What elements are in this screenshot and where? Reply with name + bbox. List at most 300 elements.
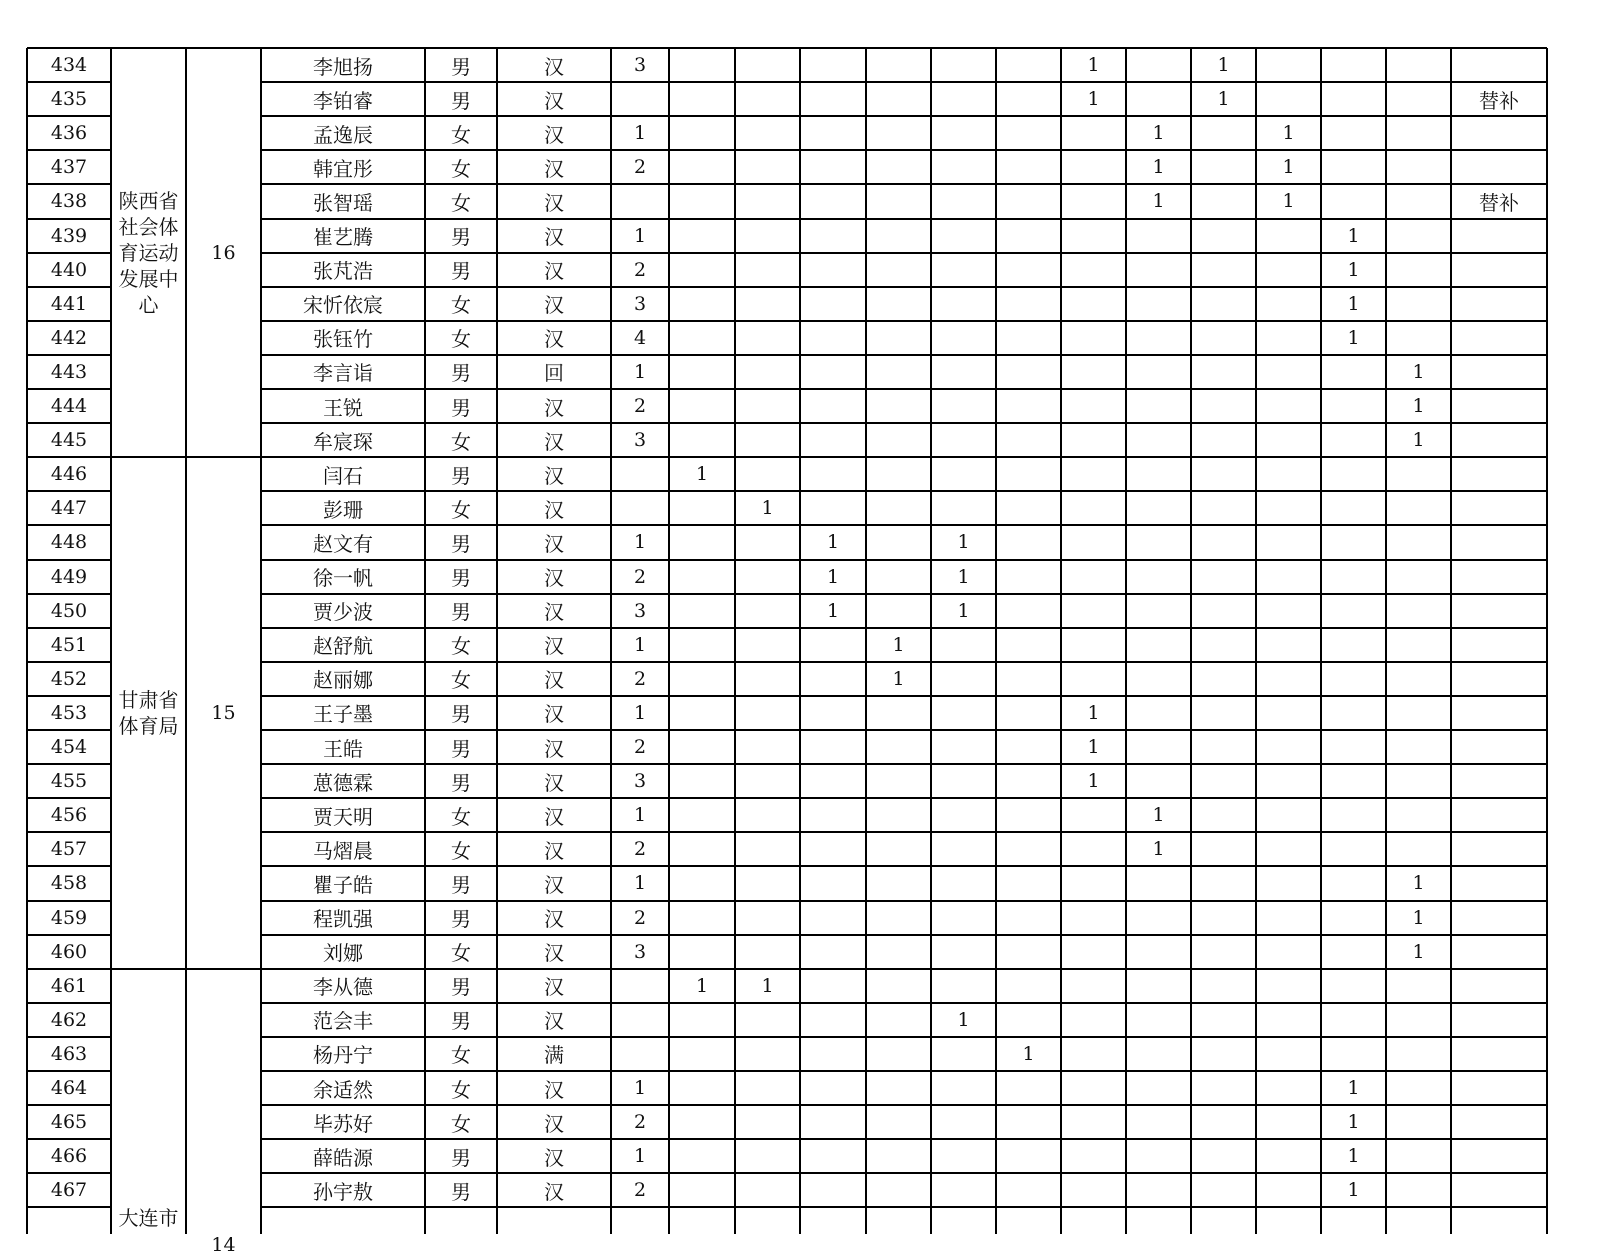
row-divider — [27, 968, 111, 970]
athlete-name: 程凯强 — [313, 907, 373, 932]
column-divider — [1060, 48, 1062, 1234]
ethnicity: 汉 — [544, 1145, 564, 1170]
row-divider — [261, 627, 1547, 629]
serial-number: 435 — [50, 88, 88, 111]
row-divider — [261, 559, 1547, 561]
athlete-name: 张芃浩 — [313, 259, 373, 284]
row-divider — [261, 47, 1547, 49]
column-divider — [930, 48, 932, 1234]
ethnicity: 汉 — [544, 327, 564, 352]
gender: 男 — [451, 1009, 471, 1034]
gender: 男 — [451, 1179, 471, 1204]
serial-number: 442 — [50, 326, 88, 349]
column-divider — [1320, 48, 1322, 1234]
column-divider — [1385, 48, 1387, 1234]
column-divider — [799, 48, 801, 1234]
row-divider — [27, 183, 111, 185]
serial-number: 447 — [50, 497, 88, 520]
serial-number: 444 — [50, 395, 88, 418]
serial-number: 446 — [50, 463, 88, 486]
row-divider — [27, 661, 111, 663]
row-divider — [27, 797, 111, 799]
event-mark: 1 — [1347, 326, 1360, 349]
athlete-name: 刘娜 — [323, 941, 363, 966]
row-divider — [27, 1172, 111, 1174]
event-mark: 1 — [826, 599, 840, 622]
row-divider — [27, 524, 111, 526]
gender: 男 — [451, 463, 471, 488]
ethnicity: 汉 — [544, 668, 564, 693]
event-mark: 1 — [1347, 224, 1360, 247]
event-mark: 1 — [1087, 701, 1100, 724]
team-order: 1 — [633, 633, 647, 656]
row-divider — [261, 149, 1547, 151]
event-mark: 1 — [1412, 906, 1425, 929]
event-mark: 1 — [761, 974, 774, 997]
event-mark: 1 — [1087, 736, 1100, 759]
event-mark: 1 — [1347, 1111, 1360, 1134]
event-mark: 1 — [957, 1008, 970, 1031]
column-divider — [496, 48, 498, 1234]
ethnicity: 回 — [544, 361, 564, 386]
event-mark: 1 — [957, 565, 970, 588]
table-border-right — [1546, 48, 1548, 1234]
ethnicity: 汉 — [544, 941, 564, 966]
athlete-name: 毕苏好 — [313, 1111, 373, 1136]
column-divider — [1255, 48, 1257, 1234]
athlete-name: 王皓 — [323, 736, 363, 761]
athlete-name: 赵丽娜 — [313, 668, 373, 693]
athlete-name: 牟宸琛 — [313, 429, 373, 454]
event-mark: 1 — [1217, 88, 1230, 111]
row-divider — [27, 252, 111, 254]
serial-number: 449 — [50, 565, 88, 588]
event-mark: 1 — [1347, 258, 1360, 281]
gender: 女 — [451, 668, 471, 693]
event-mark: 1 — [892, 667, 905, 690]
gender: 男 — [451, 600, 471, 625]
athlete-name: 彭珊 — [323, 497, 363, 522]
serial-number: 443 — [50, 360, 88, 383]
serial-number: 450 — [50, 599, 88, 622]
row-divider — [261, 354, 1547, 356]
team-order — [611, 969, 669, 1003]
athlete-name: 马熠晨 — [313, 838, 373, 863]
gender: 女 — [451, 293, 471, 318]
serial-number: 436 — [50, 122, 88, 145]
team-order: 2 — [633, 395, 647, 418]
gender: 女 — [451, 838, 471, 863]
event-mark: 1 — [1282, 122, 1295, 145]
column-divider — [610, 48, 612, 1234]
ethnicity: 汉 — [544, 702, 564, 727]
row-divider — [261, 490, 1547, 492]
athlete-name: 宋忻依宸 — [303, 293, 383, 318]
event-mark: 1 — [1152, 190, 1165, 213]
athlete-name: 李铂睿 — [313, 88, 373, 113]
ethnicity: 汉 — [544, 497, 564, 522]
athlete-name: 王锐 — [323, 395, 363, 420]
serial-number: 462 — [50, 1008, 88, 1031]
serial-number: 466 — [50, 1145, 88, 1168]
row-divider — [27, 559, 111, 561]
ethnicity: 汉 — [544, 1179, 564, 1204]
athlete-name: 瞿子皓 — [313, 872, 373, 897]
row-divider — [261, 183, 1547, 185]
row-divider — [27, 900, 111, 902]
row-divider — [261, 456, 1547, 458]
gender: 女 — [451, 941, 471, 966]
column-divider — [110, 48, 112, 1234]
row-divider — [27, 763, 111, 765]
team-order: 2 — [633, 1179, 647, 1202]
row-divider — [261, 831, 1547, 833]
team-order: 1 — [633, 701, 647, 724]
row-divider — [261, 115, 1547, 117]
row-divider — [261, 865, 1547, 867]
ethnicity: 汉 — [544, 531, 564, 556]
team-order: 1 — [633, 1145, 647, 1168]
event-mark: 1 — [957, 531, 970, 554]
table-border-top — [111, 47, 261, 49]
ethnicity: 汉 — [544, 88, 564, 113]
row-divider — [27, 115, 111, 117]
athlete-name: 赵文有 — [313, 531, 373, 556]
row-divider — [261, 81, 1547, 83]
event-mark: 1 — [695, 974, 709, 997]
athlete-name: 赵舒航 — [313, 634, 373, 659]
serial-number: 465 — [50, 1111, 88, 1134]
serial-number: 454 — [50, 736, 88, 759]
athlete-name: 余适然 — [313, 1077, 373, 1102]
event-mark: 1 — [1152, 122, 1165, 145]
ethnicity: 汉 — [544, 838, 564, 863]
team-size: 14 — [211, 1233, 236, 1256]
organization-name: 陕西省 社会体 育运动 发展中 心 — [118, 188, 179, 317]
team-order: 3 — [633, 770, 647, 793]
column-divider — [1190, 48, 1192, 1234]
row-divider — [27, 456, 111, 458]
ethnicity: 汉 — [544, 463, 564, 488]
serial-number: 441 — [50, 292, 88, 315]
team-size: 16 — [211, 241, 236, 264]
row-divider — [261, 252, 1547, 254]
column-divider — [865, 48, 867, 1234]
column-divider — [995, 48, 997, 1234]
row-divider — [27, 320, 111, 322]
team-order — [611, 457, 669, 491]
row-divider — [261, 763, 1547, 765]
gender: 女 — [451, 122, 471, 147]
gender: 男 — [451, 54, 471, 79]
event-mark: 1 — [1282, 156, 1295, 179]
row-divider — [27, 81, 111, 83]
gender: 女 — [451, 1043, 471, 1068]
row-divider — [27, 627, 111, 629]
athlete-name: 薛皓源 — [313, 1145, 373, 1170]
team-order: 1 — [633, 804, 647, 827]
ethnicity: 汉 — [544, 975, 564, 1000]
row-divider — [261, 934, 1547, 936]
serial-number: 438 — [50, 190, 88, 213]
row-divider — [27, 1002, 111, 1004]
team-order: 2 — [633, 736, 647, 759]
row-divider — [27, 1070, 111, 1072]
ethnicity: 汉 — [544, 1077, 564, 1102]
gender: 男 — [451, 259, 471, 284]
gender: 男 — [451, 361, 471, 386]
event-mark: 1 — [1152, 838, 1165, 861]
row-divider — [27, 1104, 111, 1106]
athlete-name: 徐一帆 — [313, 566, 373, 591]
column-divider — [1125, 48, 1127, 1234]
ethnicity: 汉 — [544, 1111, 564, 1136]
gender: 男 — [451, 872, 471, 897]
athlete-name: 李从德 — [313, 975, 373, 1000]
ethnicity: 汉 — [544, 634, 564, 659]
row-divider — [27, 1206, 111, 1208]
gender: 女 — [451, 497, 471, 522]
row-divider — [261, 1104, 1547, 1106]
row-divider — [261, 1002, 1547, 1004]
row-divider — [261, 593, 1547, 595]
event-mark: 1 — [1412, 429, 1425, 452]
column-divider — [734, 48, 736, 1234]
gender: 男 — [451, 566, 471, 591]
row-divider — [27, 1036, 111, 1038]
event-mark: 1 — [1152, 156, 1165, 179]
row-divider — [261, 1036, 1547, 1038]
gender: 男 — [451, 770, 471, 795]
ethnicity: 汉 — [544, 872, 564, 897]
gender: 女 — [451, 327, 471, 352]
serial-number: 440 — [50, 258, 88, 281]
row-divider — [261, 320, 1547, 322]
gender: 男 — [451, 395, 471, 420]
gender: 男 — [451, 531, 471, 556]
row-divider — [261, 729, 1547, 731]
remark-substitute: 替补 — [1479, 88, 1519, 113]
team-order: 1 — [633, 872, 647, 895]
row-divider — [27, 934, 111, 936]
column-divider — [668, 48, 670, 1234]
row-divider — [261, 286, 1547, 288]
ethnicity: 汉 — [544, 770, 564, 795]
team-order: 2 — [633, 906, 647, 929]
ethnicity: 汉 — [544, 1009, 564, 1034]
row-divider — [27, 1138, 111, 1140]
serial-number: 451 — [50, 633, 88, 656]
group-divider — [111, 456, 261, 458]
team-order: 1 — [633, 360, 647, 383]
serial-number: 439 — [50, 224, 88, 247]
row-divider — [27, 865, 111, 867]
ethnicity: 汉 — [544, 190, 564, 215]
ethnicity: 汉 — [544, 225, 564, 250]
gender: 男 — [451, 1145, 471, 1170]
organization-name: 甘肃省 体育局 — [118, 687, 179, 738]
column-divider — [185, 48, 187, 1234]
column-divider — [424, 48, 426, 1234]
event-mark: 1 — [957, 599, 970, 622]
row-divider — [261, 1138, 1547, 1140]
row-divider — [261, 422, 1547, 424]
gender: 男 — [451, 736, 471, 761]
event-mark: 1 — [1347, 292, 1360, 315]
ethnicity: 汉 — [544, 907, 564, 932]
athlete-name: 崔艺腾 — [313, 225, 373, 250]
event-mark: 1 — [1347, 1179, 1360, 1202]
serial-number: 460 — [50, 940, 88, 963]
serial-number: 434 — [50, 54, 88, 77]
row-divider — [261, 661, 1547, 663]
athlete-name: 杨丹宁 — [313, 1043, 373, 1068]
athlete-name: 范会丰 — [313, 1009, 373, 1034]
row-divider — [27, 490, 111, 492]
ethnicity: 汉 — [544, 804, 564, 829]
row-divider — [27, 149, 111, 151]
event-mark: 1 — [1282, 190, 1295, 213]
event-mark: 1 — [892, 633, 905, 656]
athlete-name: 王子墨 — [313, 702, 373, 727]
team-order: 3 — [633, 54, 647, 77]
athlete-name: 闫石 — [323, 463, 363, 488]
row-divider — [27, 354, 111, 356]
gender: 男 — [451, 225, 471, 250]
gender: 男 — [451, 702, 471, 727]
event-mark: 1 — [1412, 360, 1425, 383]
event-mark: 1 — [1412, 872, 1425, 895]
remark-substitute: 替补 — [1479, 190, 1519, 215]
row-divider — [27, 47, 111, 49]
team-order: 1 — [633, 122, 647, 145]
event-mark: 1 — [1152, 804, 1165, 827]
serial-number: 457 — [50, 838, 88, 861]
serial-number: 437 — [50, 156, 88, 179]
row-divider — [261, 968, 1547, 970]
gender: 女 — [451, 156, 471, 181]
gender: 女 — [451, 1077, 471, 1102]
ethnicity: 汉 — [544, 566, 564, 591]
athlete-name: 孟逸辰 — [313, 122, 373, 147]
row-divider — [27, 422, 111, 424]
team-order — [611, 184, 669, 218]
row-divider — [261, 524, 1547, 526]
row-divider — [27, 218, 111, 220]
event-mark: 1 — [1347, 1077, 1360, 1100]
serial-number: 453 — [50, 701, 88, 724]
serial-number: 452 — [50, 667, 88, 690]
row-divider — [27, 388, 111, 390]
ethnicity: 汉 — [544, 736, 564, 761]
row-divider — [261, 218, 1547, 220]
ethnicity: 汉 — [544, 259, 564, 284]
serial-number: 461 — [50, 974, 88, 997]
team-order — [611, 1037, 669, 1071]
ethnicity: 满 — [544, 1043, 564, 1068]
team-order: 1 — [633, 224, 647, 247]
event-mark: 1 — [1022, 1042, 1035, 1065]
row-divider — [261, 695, 1547, 697]
gender: 女 — [451, 190, 471, 215]
athlete-name: 孙宇敖 — [313, 1179, 373, 1204]
row-divider — [27, 831, 111, 833]
gender: 男 — [451, 88, 471, 113]
column-divider — [260, 48, 262, 1234]
ethnicity: 汉 — [544, 600, 564, 625]
team-order: 2 — [633, 258, 647, 281]
event-mark: 1 — [1347, 1145, 1360, 1168]
event-mark: 1 — [1412, 395, 1425, 418]
athlete-name: 贾少波 — [313, 600, 373, 625]
serial-number: 459 — [50, 906, 88, 929]
event-mark: 1 — [1087, 88, 1100, 111]
team-order — [611, 491, 669, 525]
row-divider — [261, 1206, 1547, 1208]
row-divider — [27, 729, 111, 731]
ethnicity: 汉 — [544, 395, 564, 420]
gender: 女 — [451, 804, 471, 829]
athlete-name: 李旭扬 — [313, 54, 373, 79]
athlete-name: 韩宜彤 — [313, 156, 373, 181]
team-order: 4 — [633, 326, 647, 349]
group-divider — [111, 968, 261, 970]
event-mark: 1 — [1087, 770, 1100, 793]
event-mark: 1 — [695, 463, 709, 486]
team-order: 2 — [633, 1111, 647, 1134]
serial-number: 456 — [50, 804, 88, 827]
team-order: 3 — [633, 599, 647, 622]
serial-number: 455 — [50, 770, 88, 793]
serial-number: 464 — [50, 1077, 88, 1100]
athlete-name: 葸德霖 — [313, 770, 373, 795]
row-divider — [27, 286, 111, 288]
event-mark: 1 — [1217, 54, 1230, 77]
gender: 女 — [451, 634, 471, 659]
row-divider — [261, 388, 1547, 390]
row-divider — [27, 695, 111, 697]
team-order: 2 — [633, 565, 647, 588]
serial-number: 467 — [50, 1179, 88, 1202]
serial-number: 448 — [50, 531, 88, 554]
ethnicity: 汉 — [544, 156, 564, 181]
team-order: 2 — [633, 838, 647, 861]
serial-number: 445 — [50, 429, 88, 452]
serial-number: 463 — [50, 1042, 88, 1065]
table-border-left — [26, 48, 28, 1234]
event-mark: 1 — [826, 531, 840, 554]
row-divider — [261, 1070, 1547, 1072]
event-mark: 1 — [1087, 54, 1100, 77]
team-size: 15 — [211, 701, 236, 724]
row-divider — [261, 900, 1547, 902]
team-order — [611, 1003, 669, 1037]
event-mark: 1 — [761, 497, 774, 520]
row-divider — [261, 1172, 1547, 1174]
event-mark: 1 — [826, 565, 840, 588]
athlete-name: 张钰竹 — [313, 327, 373, 352]
gender: 男 — [451, 975, 471, 1000]
team-order: 3 — [633, 292, 647, 315]
team-order: 3 — [633, 429, 647, 452]
row-divider — [27, 593, 111, 595]
team-order: 1 — [633, 531, 647, 554]
gender: 女 — [451, 1111, 471, 1136]
athlete-name: 贾天明 — [313, 804, 373, 829]
gender: 女 — [451, 429, 471, 454]
column-divider — [1450, 48, 1452, 1234]
team-order: 3 — [633, 940, 647, 963]
